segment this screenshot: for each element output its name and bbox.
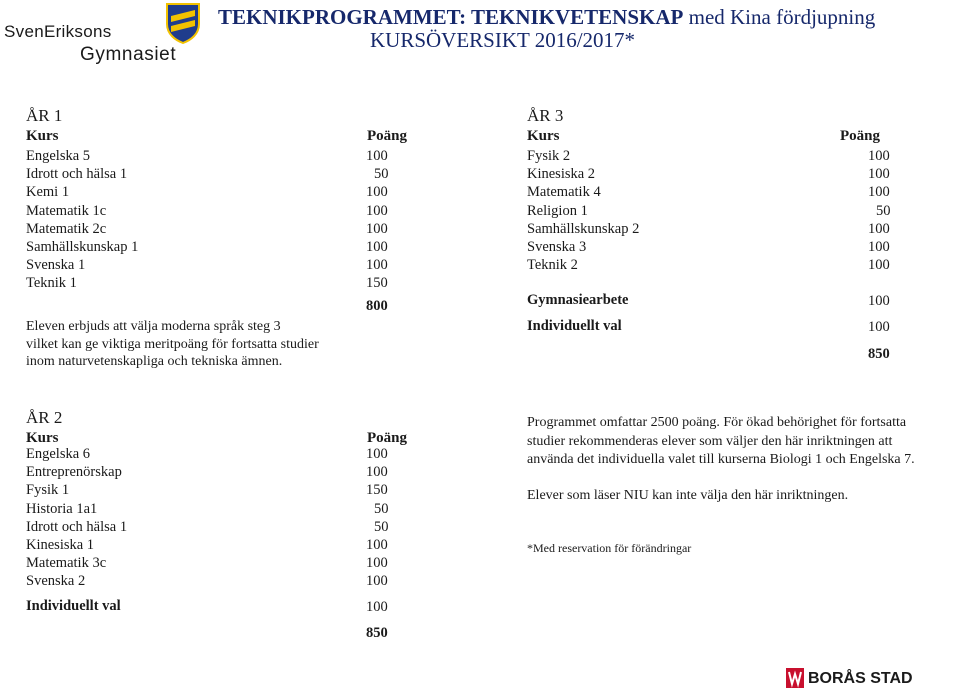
year2-total: 850 <box>366 625 388 641</box>
table-row <box>527 165 917 183</box>
year1-total: 800 <box>366 298 388 314</box>
course-points: 100 <box>366 555 388 572</box>
year3-gym-name: Gymnasiearbete <box>527 292 629 308</box>
course-name: Svenska 2 <box>26 573 86 590</box>
course-name: Entreprenörskap <box>26 464 122 481</box>
course-points: 100 <box>366 464 388 481</box>
course-name: Engelska 5 <box>26 148 91 164</box>
year1-col-points: Poäng <box>367 128 408 144</box>
course-name: Svenska 3 <box>527 238 587 255</box>
table-row <box>26 147 416 165</box>
course-points: 100 <box>366 238 388 255</box>
boras-stad-icon <box>786 668 804 688</box>
year3-table <box>527 147 917 274</box>
course-points: 100 <box>868 148 890 164</box>
table-row <box>26 500 416 518</box>
course-name: Teknik 2 <box>527 257 578 274</box>
niu-note: Elever som läser NIU kan inte välja den här inriktningen. <box>527 488 849 503</box>
course-name: Kemi 1 <box>26 184 70 201</box>
table-row <box>527 256 917 274</box>
table-row <box>26 256 416 274</box>
table-row <box>26 238 416 256</box>
note-line: inom naturvetenskapliga och tekniska ämnen. <box>26 354 283 369</box>
school-logo-name: SvenEriksons <box>4 22 112 41</box>
table-row <box>26 572 416 590</box>
table-row <box>26 518 416 536</box>
program-title-bold: TEKNIKPROGRAMMET: TEKNIKVETENSKAP <box>218 5 684 29</box>
reservation-note: *Med reservation för förändringar <box>527 541 692 555</box>
year3-ind-points: 100 <box>868 319 890 335</box>
year2-title: ÅR 2 <box>26 408 63 427</box>
course-points: 150 <box>366 482 388 499</box>
course-points: 100 <box>868 257 890 274</box>
course-name: Matematik 3c <box>26 555 107 572</box>
school-logo-sub: Gymnasiet <box>80 44 177 65</box>
year1-title: ÅR 1 <box>26 106 63 125</box>
course-name: Matematik 1c <box>26 202 107 219</box>
table-row <box>26 554 416 572</box>
course-points: 100 <box>868 238 890 255</box>
year2-table <box>26 445 416 591</box>
year3-col-points: Poäng <box>840 128 881 144</box>
course-name: Idrott och hälsa 1 <box>26 166 128 183</box>
year3-col-course: Kurs <box>527 128 560 144</box>
table-row <box>527 147 917 165</box>
course-name: Historia 1a1 <box>26 500 98 517</box>
table-row <box>26 165 416 183</box>
course-name: Samhällskunskap 2 <box>527 220 640 237</box>
course-name: Idrott och hälsa 1 <box>26 518 128 535</box>
boras-stad-brand: BORÅS STAD <box>808 670 913 687</box>
course-points: 50 <box>374 518 389 535</box>
course-points: 100 <box>366 148 388 164</box>
course-points: 150 <box>366 275 388 292</box>
course-points: 100 <box>366 536 388 553</box>
note-line: Eleven erbjuds att välja moderna språk steg 3 <box>26 319 281 334</box>
course-name: Teknik 1 <box>26 275 77 292</box>
course-points: 100 <box>366 202 388 219</box>
table-row <box>527 238 917 256</box>
school-shield-icon <box>165 2 201 44</box>
year2-ind-name: Individuellt val <box>26 598 121 614</box>
program-title <box>218 5 875 30</box>
year2-ind-points: 100 <box>366 599 388 615</box>
info-line: använda det individuella valet till kurserna Biologi 1 och Engelska 7. <box>527 452 915 467</box>
program-title-rest: med Kina fördjupning <box>688 5 876 29</box>
course-name: Matematik 4 <box>527 184 601 201</box>
course-name: Engelska 6 <box>26 446 91 462</box>
course-name: Fysik 2 <box>527 148 571 164</box>
course-points: 100 <box>366 220 388 237</box>
course-name: Fysik 1 <box>26 482 70 499</box>
info-line: Programmet omfattar 2500 poäng. För ökad behörighet för fortsatta <box>527 415 907 430</box>
course-points: 100 <box>868 166 890 183</box>
course-points: 100 <box>366 446 388 462</box>
course-name: Svenska 1 <box>26 257 86 274</box>
course-points: 100 <box>868 220 890 237</box>
course-name: Religion 1 <box>527 202 588 219</box>
year1-col-course: Kurs <box>26 128 59 144</box>
course-points: 100 <box>366 257 388 274</box>
table-row <box>26 202 416 220</box>
year3-gym-points: 100 <box>868 293 890 309</box>
course-points: 100 <box>868 184 890 201</box>
program-info <box>527 414 915 470</box>
info-line: studier rekommenderas elever som väljer den här inriktningen att <box>527 433 893 449</box>
table-row <box>26 463 416 481</box>
year3-title: ÅR 3 <box>527 106 564 125</box>
year1-note <box>26 318 319 371</box>
course-points: 50 <box>876 202 891 219</box>
table-row <box>26 536 416 554</box>
course-points: 100 <box>366 184 388 201</box>
year2-col-course: Kurs <box>26 430 59 446</box>
table-row <box>26 274 416 292</box>
table-row <box>26 445 416 463</box>
year1-table <box>26 147 416 293</box>
table-row <box>527 220 917 238</box>
course-points: 50 <box>374 166 389 183</box>
table-row <box>26 481 416 499</box>
table-row <box>527 183 917 201</box>
table-row <box>26 183 416 201</box>
note-line: vilket kan ge viktiga meritpoäng för fortsatta studier <box>26 336 319 352</box>
year3-total: 850 <box>868 346 890 362</box>
course-name: Kinesiska 1 <box>26 536 95 553</box>
course-points: 100 <box>366 573 388 590</box>
year2-col-points: Poäng <box>367 430 408 446</box>
course-overview-title: KURSÖVERSIKT 2016/2017* <box>370 28 636 52</box>
course-points: 50 <box>374 500 389 517</box>
course-name: Kinesiska 2 <box>527 166 596 183</box>
course-name: Samhällskunskap 1 <box>26 238 139 255</box>
year3-ind-name: Individuellt val <box>527 318 622 334</box>
table-row <box>26 220 416 238</box>
table-row <box>527 202 917 220</box>
course-name: Matematik 2c <box>26 220 107 237</box>
